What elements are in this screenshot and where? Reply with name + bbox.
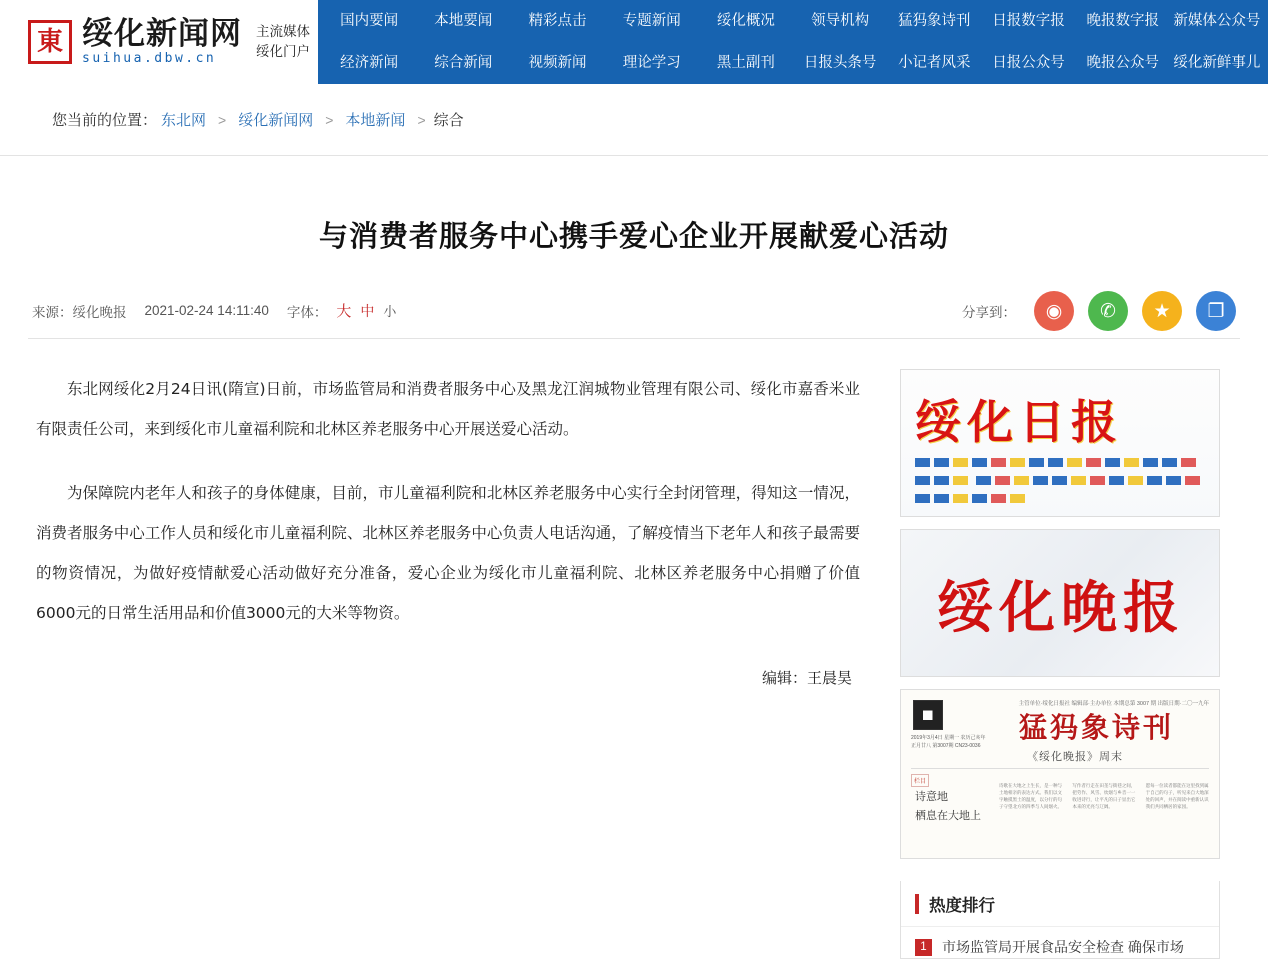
suihua-daily-title: 绥化日报 [915, 395, 1123, 449]
share-bar [962, 291, 1236, 331]
page-title: 与消费者服务中心携手爱心企业开展献爱心活动 [318, 221, 949, 253]
poetry-subtitle: 《绥化晚报》周末 [1027, 751, 1123, 763]
rank-number: 1 [915, 939, 932, 956]
suihua-evening-banner[interactable] [900, 529, 1220, 677]
nav-item-ribaoshuzibao[interactable]: 日报数字报 [992, 13, 1065, 29]
nav-item-zhuantixinwen[interactable]: 专题新闻 [622, 13, 681, 29]
slogan-line-1: 主流媒体 [256, 24, 310, 39]
source-label: 来源： [32, 304, 73, 320]
font-size-control [287, 300, 397, 321]
hot-ranking-header [901, 881, 1219, 927]
site-header [0, 0, 1268, 84]
suihua-daily-banner[interactable] [900, 369, 1220, 517]
nav-item-xiaojizhefengcai[interactable]: 小记者风采 [898, 55, 971, 71]
breadcrumb-item-suihuaxinwenwang[interactable]: 绥化新闻网 [238, 112, 314, 129]
nav-item-lilunxuexi[interactable]: 理论学习 [622, 55, 681, 71]
article-editor: 编辑：王晨昊 [761, 670, 852, 687]
breadcrumb-item-bendixinwen[interactable]: 本地新闻 [345, 112, 406, 129]
nav-item-wanbaoshuzibao[interactable]: 晚报数字报 [1086, 13, 1159, 29]
site-brand[interactable] [0, 0, 318, 84]
nav-item-shipinxinwen[interactable]: 视频新闻 [528, 55, 587, 71]
nav-item-ribaotoutiaohao[interactable]: 日报头条号 [803, 55, 877, 71]
logo-icon: 東 [28, 20, 72, 64]
qzone-share-icon[interactable]: ★ [1142, 291, 1182, 331]
divider [911, 768, 1209, 769]
nav-item-zonghexinwen[interactable]: 综合新闻 [434, 55, 493, 71]
breadcrumb [0, 84, 1268, 156]
hot-ranking-box [900, 881, 1220, 959]
poetry-lead-line-1: 诗意地 [915, 791, 948, 803]
rank-item-label: 市场监管局开展食品安全检查 确保市场 [942, 939, 1184, 955]
source-value: 绥化晚报 [72, 304, 127, 320]
font-size-small-button[interactable]: 小 [383, 304, 397, 319]
poetry-lead-line-2: 栖息在大地上 [915, 810, 981, 822]
poetry-column: 愿每一位读者都能在这里找到属于自己的句子，听见来自大地深处的回声，并在阅读中重新认识我们共同栖居的家园。 [1145, 783, 1209, 809]
article-meta-left [32, 300, 396, 321]
nav-item-guoneiyaowen[interactable]: 国内要闻 [340, 13, 399, 29]
breadcrumb-item-dongbeiwang[interactable]: 东北网 [161, 112, 207, 129]
article-datetime: 2021-02-24 14:11:40 [144, 303, 269, 318]
nav-item-suihuaxinxianshier[interactable]: 绥化新鲜事儿 [1173, 55, 1261, 71]
article-body [28, 369, 868, 959]
suihua-evening-title: 绥化晚报 [937, 575, 1185, 641]
poetry-lead [915, 788, 981, 826]
font-size-large-button[interactable]: 大 [336, 303, 352, 320]
more-share-icon[interactable]: ❐ [1196, 291, 1236, 331]
slogan-line-2: 绥化门户 [256, 44, 310, 59]
article-paragraph: 为保障院内老年人和孩子的身体健康，目前，市儿童福利院和北林区养老服务中心实行全封闭管理，得知这一情况，消费者服务中心工作人员和绥化市儿童福利院、北林区养老服务中心负责人电话沟通，了解疫情当下老年人和孩子最需要的物资情况，为做好疫情献爱心活动做好充分准备，爱心企业为绥化市儿童福利院、北林区养老服务中心捐赠了价值6000元的日常生活用品和价值3000元的大米等物资。 [36, 484, 860, 622]
nav-row-1 [322, 0, 1264, 42]
article-paragraph: 东北网绥化2月24日讯(隋宣)日前，市场监管局和消费者服务中心及黑龙江润城物业管理有限公司、绥化市嘉香米业有限责任公司，来到绥化市儿童福利院和北林区养老服务中心开展送爱心活动。 [36, 380, 860, 438]
nav-item-xinmeitigongzhonghao[interactable]: 新媒体公众号 [1173, 13, 1261, 29]
content-area [0, 339, 1268, 959]
sidebar [900, 369, 1220, 959]
article-source [32, 301, 127, 321]
nav-item-wanbaogongzhonghao[interactable]: 晚报公众号 [1086, 55, 1159, 71]
decorative-bars [913, 456, 1207, 502]
nav-item-bendiyaowen[interactable]: 本地要闻 [434, 13, 493, 29]
font-size-medium-button[interactable]: 中 [360, 302, 375, 319]
nav-item-ribaogongzhonghao[interactable]: 日报公众号 [992, 55, 1065, 71]
share-label: 分享到： [962, 304, 1016, 320]
breadcrumb-separator: > [417, 111, 426, 128]
qr-code-icon [913, 700, 943, 730]
mammoth-poetry-banner[interactable] [900, 689, 1220, 859]
poetry-meta-note: 2019年3月4日 星期一 农历己亥年正月廿八 第3007期 CN23-0036 [911, 735, 986, 749]
main-navigation [318, 0, 1268, 84]
poetry-badge: 栏目 [911, 774, 929, 787]
breadcrumb-current: 综合 [433, 112, 464, 129]
article-meta-bar [28, 299, 1240, 339]
nav-item-heitufukan[interactable]: 黑土副刊 [716, 55, 775, 71]
poetry-column: 诗歌在大地之上生长，是一种与土地相亲的表达方式。我们以文字触摸黑土的温度，以分行的句子守望北方的四季与人间烟火。 [999, 783, 1062, 809]
accent-bar [915, 894, 919, 914]
breadcrumb-label: 您当前的位置： [52, 112, 158, 129]
poetry-title: 猛犸象诗刊 [1019, 711, 1175, 744]
weibo-share-icon[interactable]: ◉ [1034, 291, 1074, 331]
poetry-corner-note: 主管单位·绥化日报社 编辑部·主办单位 本期总第 3007 期 出版日期·二〇一九年 [1018, 701, 1209, 707]
site-slogan [256, 22, 310, 62]
breadcrumb-separator: > [218, 111, 227, 128]
wechat-share-icon[interactable]: ✆ [1088, 291, 1128, 331]
nav-item-jingcaidianji[interactable]: 精彩点击 [528, 13, 587, 29]
hot-ranking-title: 热度排行 [929, 896, 995, 915]
list-item[interactable] [901, 927, 1219, 958]
font-size-label: 字体： [286, 304, 328, 320]
poetry-columns [999, 782, 1209, 850]
nav-item-suihuagaikuang[interactable]: 绥化概况 [716, 13, 775, 29]
nav-item-mengmaxiangshikan[interactable]: 猛犸象诗刊 [898, 13, 971, 29]
poetry-column: 写作者行走在田垄与街巷之间，把劳作、风雪、炊烟与乡音一一收进诗行，让平凡的日子显出它本来的光亮与辽阔。 [1072, 783, 1136, 809]
site-name: 绥化新闻网 [82, 16, 242, 51]
brand-text [82, 17, 242, 67]
nav-item-lingdaojigou[interactable]: 领导机构 [811, 13, 870, 29]
nav-item-jingjixinwen[interactable]: 经济新闻 [340, 55, 399, 71]
nav-row-2 [322, 42, 1264, 84]
site-domain: suihua.dbw.cn [82, 51, 217, 66]
breadcrumb-separator: > [325, 111, 334, 128]
